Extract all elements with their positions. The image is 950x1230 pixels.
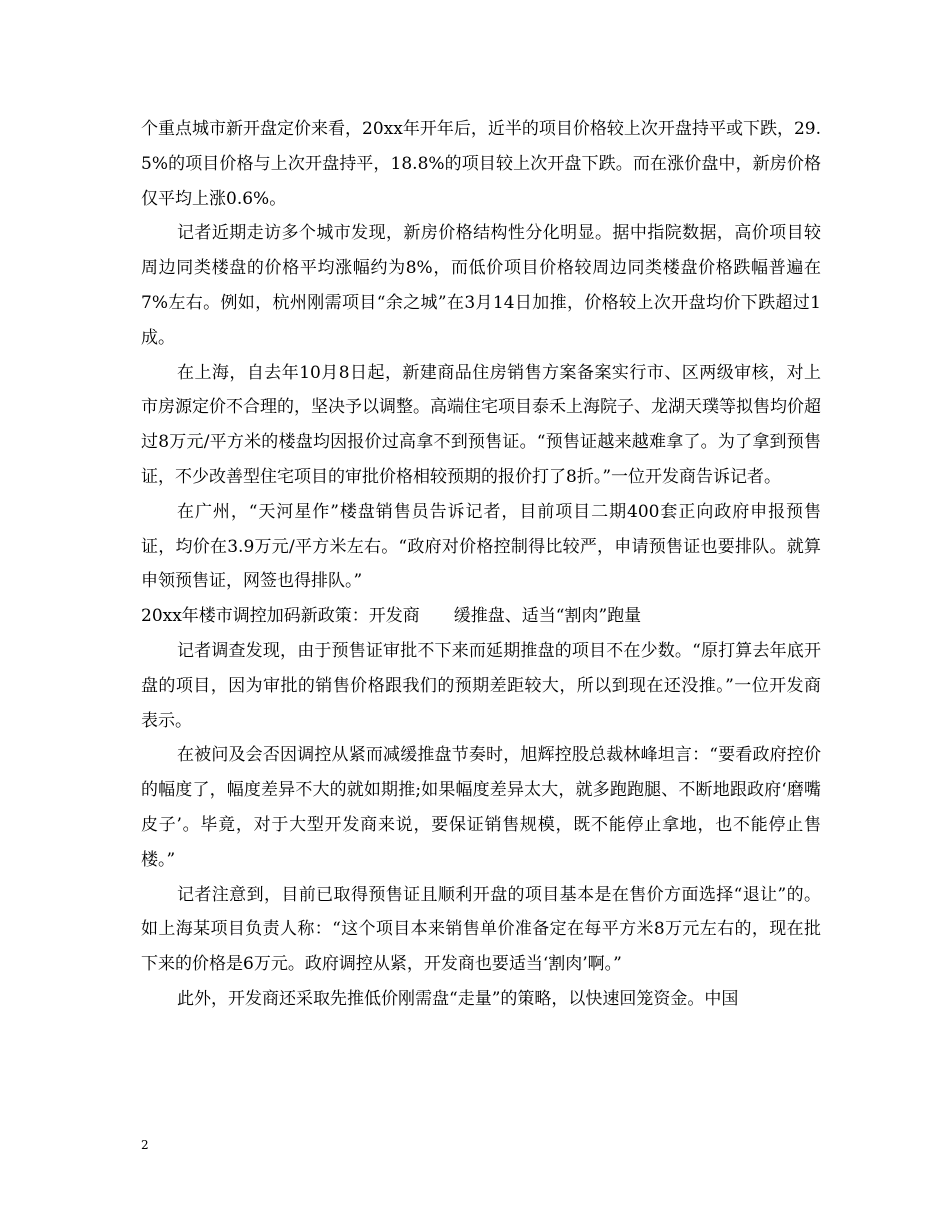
paragraph-low-price-strategy: 此外，开发商还采取先推低价刚需盘“走量”的策略，以快速回笼资金。中国 bbox=[177, 988, 739, 1009]
page-number: 2 bbox=[141, 1138, 149, 1152]
paragraph-shanghai: 在上海，自去年10月8日起，新建商品住房销售方案备案实行市、区两级审核，对上市房源定价不合理的，坚决予以调整。高端住宅项目泰禾上海院子、龙湖天璞等拟售均价超过8万元/平方米的楼盘均因报价过高拿不到预售证。“预售证越来越难拿了。为了拿到预售证，不少改善型住宅项目的审批价格相较预期的报价打了8折。”一位开发商告诉记者。 bbox=[141, 362, 821, 487]
paragraph-developer-quote: 在被问及会否因调控从紧而减缓推盘节奏时，旭辉控股总裁林峰坦言：“要看政府控价的幅度了，幅度差异不大的就如期推;如果幅度差异太大，就多跑跑腿、不断地跟政府‘磨嘴皮子’。毕竟，对于大型开发商来说，要保证销售规模，既不能停止拿地，也不能停止售楼。” bbox=[141, 745, 821, 870]
paragraph-price-divergence: 记者近期走访多个城市发现，新房价格结构性分化明显。据中指院数据，高价项目较周边同类楼盘的价格平均涨幅约为8%，而低价项目价格较周边同类楼盘价格跌幅普遍在7%左右。例如，杭州刚需项目“余之城”在3月14日加推，价格较上次开盘均价下跌超过1成。 bbox=[141, 223, 821, 348]
paragraph-price-overview: 个重点城市新开盘定价来看，20xx年开年后，近半的项目价格较上次开盘持平或下跌，29.5%的项目价格与上次开盘持平，18.8%的项目较上次开盘下跌。而在涨价盘中，新房价格仅平均上涨0.6%。 bbox=[141, 119, 821, 209]
document-body bbox=[141, 112, 821, 1017]
section-heading: 20xx年楼市调控加码新政策：开发商 缓推盘、适当“割肉”跑量 bbox=[141, 606, 642, 627]
paragraph-price-concession: 记者注意到，目前已取得预售证且顺利开盘的项目基本是在售价方面选择“退让”的。如上海某项目负责人称：“这个项目本来销售单价准备定在每平方米8万元左右的，现在批下来的价格是6万元。政府调控从紧，开发商也要适当‘割肉’啊。” bbox=[141, 884, 821, 975]
paragraph-delayed-launch: 记者调查发现，由于预售证审批不下来而延期推盘的项目不在少数。“原打算去年底开盘的项目，因为审批的销售价格跟我们的预期差距较大，所以到现在还没推。”一位开发商表示。 bbox=[141, 640, 821, 731]
paragraph-guangzhou: 在广州，“天河星作”楼盘销售员告诉记者，目前项目二期400套正向政府申报预售证，均价在3.9万元/平方米左右。“政府对价格控制得比较严，申请预售证也要排队。就算申领预售证，网签也得排队。” bbox=[141, 501, 821, 592]
